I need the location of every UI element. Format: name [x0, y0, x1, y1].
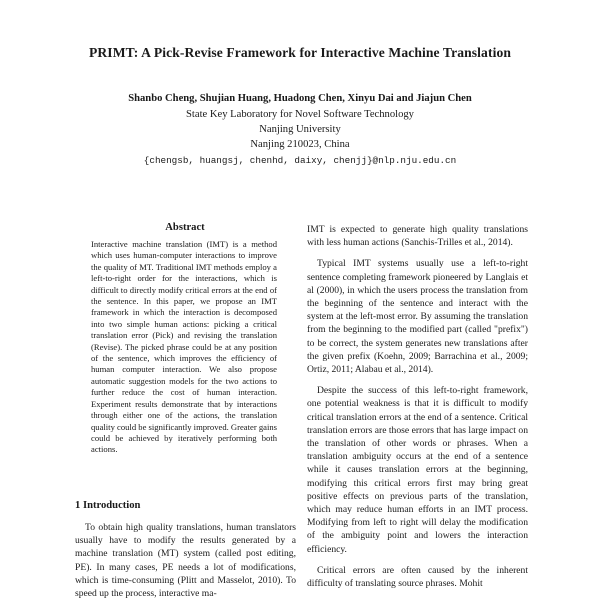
abstract-body: Interactive machine translation (IMT) is a method which uses human-computer interactions to improve the quality of MT. Traditional IMT methods employ a left-to-right order for the interactions, which is difficult to directly modify critical errors at the end of the sentence. In this paper, we propose an IMT framework in which the interaction is decomposed into two simple human actions: picking a critical translation error (Pick) and revising the translation (Revise). The picked phrase could be at any position of the sentence, which improves the efficiency of human computer interaction. We also propose automatic suggestion models for the two actions to further reduce the cost of human interaction. Experiment results demonstrate that by interactions through either one of the actions, the translation quality could be significantly improved. Greater gains could be achieved by iteratively performing both actions. — [91, 239, 277, 455]
affiliation-lab: State Key Laboratory for Novel Software Technology — [186, 109, 414, 120]
abstract-heading: Abstract — [165, 222, 205, 233]
paragraph-typical-imt: Typical IMT systems usually use a left-to-right sentence completing framework pioneered by Langlais et al (2000), in which the users process the translation from the beginning of the sentence and interact with the system at the left-most error. By assuming the translation from the beginning to the modified part (called "prefix") to be correct, the system generates new translations after the given prefix (Koehn, 2009; Barrachina et al., 2009; Ortiz, 2011; Alabau et al., 2014). — [307, 258, 528, 376]
paper-title: PRIMT: A Pick-Revise Framework for Interactive Machine Translation — [88, 45, 512, 60]
right-column — [307, 223, 528, 598]
affiliation-emails: {chengsb, huangsj, chenhd, daixy, chenjj}@nlp.nju.edu.cn — [143, 155, 457, 166]
paragraph-critical-errors: Critical errors are often caused by the inherent difficulty of translating source phrases. Mohit — [307, 564, 528, 590]
section-heading-introduction: 1 Introduction — [75, 500, 141, 511]
paragraph-continued: IMT is expected to generate high quality translations with less human actions (Sanchis-Trilles et al., 2014). — [307, 224, 528, 249]
affiliation-university: Nanjing University — [259, 124, 341, 135]
paragraph-weakness: Despite the success of this left-to-right framework, one potential weakness is that it is difficult to modify critical translation errors at the end of a sentence. Critical translation errors are those errors that has large impact on the translation of other words or phrases. When a translation ambiguity occurs at the end of a sentence while it causes translation errors at the beginning, modifying this critical errors first may bring great positive effects on previous parts of the translation, which may reduce human efforts in an IMT process. Modifying from left to right will delay the modification of the ambiguity point and lowers the interaction efficiency. — [307, 385, 528, 555]
author-list: Shanbo Cheng, Shujian Huang, Huadong Chen, Xinyu Dai and Jiajun Chen — [128, 93, 472, 104]
introduction-paragraph: To obtain high quality translations, human translators usually have to modify the results generated by a machine translation (MT) system (called post editing, PE). In many cases, PE needs a lot of modifications, which is time-consuming (Plitt and Masselot, 2010). To speed up the process, interactive ma- — [75, 522, 296, 600]
affiliation-city: Nanjing 210023, China — [250, 139, 350, 150]
